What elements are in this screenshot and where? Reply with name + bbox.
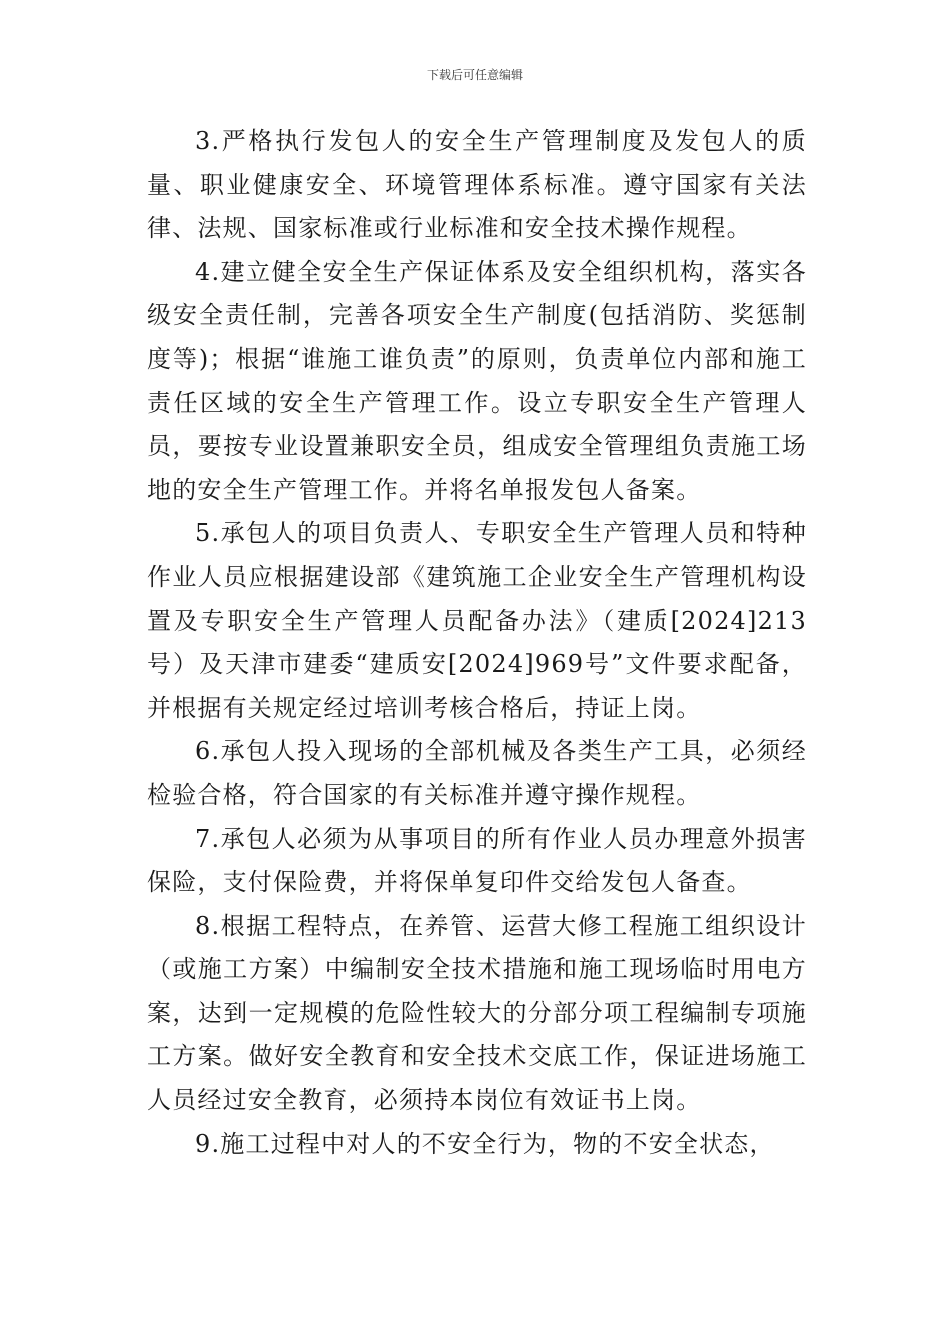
document-body: [147, 120, 807, 1166]
paragraph-7: 7.承包人必须为从事项目的所有作业人员办理意外损害保险，支付保险费，并将保单复印件交给发包人备查。: [147, 824, 807, 897]
paragraph-4: 4.建立健全安全生产保证体系及安全组织机构，落实各级安全责任制，完善各项安全生产制度(包括消防、奖惩制度等)；根据“谁施工谁负责”的原则，负责单位内部和施工责任区域的安全生产管理工作。设立专职安全生产管理人员，要按专业设置兼职安全员，组成安全管理组负责施工场地的安全生产管理工作。并将名单报发包人备案。: [147, 257, 807, 504]
paragraph-9: 9.施工过程中对人的不安全行为，物的不安全状态，: [195, 1129, 775, 1158]
page-header: 下载后可任意编辑: [426, 68, 523, 82]
paragraph-8: 8.根据工程特点，在养管、运营大修工程施工组织设计（或施工方案）中编制安全技术措施和施工现场临时用电方案，达到一定规模的危险性较大的分部分项工程编制专项施工方案。做好安全教育和安全技术交底工作，保证进场施工人员经过安全教育，必须持本岗位有效证书上岗。: [147, 911, 807, 1115]
paragraph-6: 6.承包人投入现场的全部机械及各类生产工具，必须经检验合格，符合国家的有关标准并遵守操作规程。: [147, 737, 807, 809]
paragraph-5: 5.承包人的项目负责人、专职安全生产管理人员和特种作业人员应根据建设部《建筑施工企业安全生产管理机构设置及专职安全生产管理人员配备办法》（建质[2024]213号）及天津市建委“建质安[2024]969号”文件要求配备，并根据有关规定经过培训考核合格后，持证上岗。: [147, 519, 807, 722]
paragraph-3: 3.严格执行发包人的安全生产管理制度及发包人的质量、职业健康安全、环境管理体系标准。遵守国家有关法律、法规、国家标准或行业标准和安全技术操作规程。: [147, 127, 807, 243]
